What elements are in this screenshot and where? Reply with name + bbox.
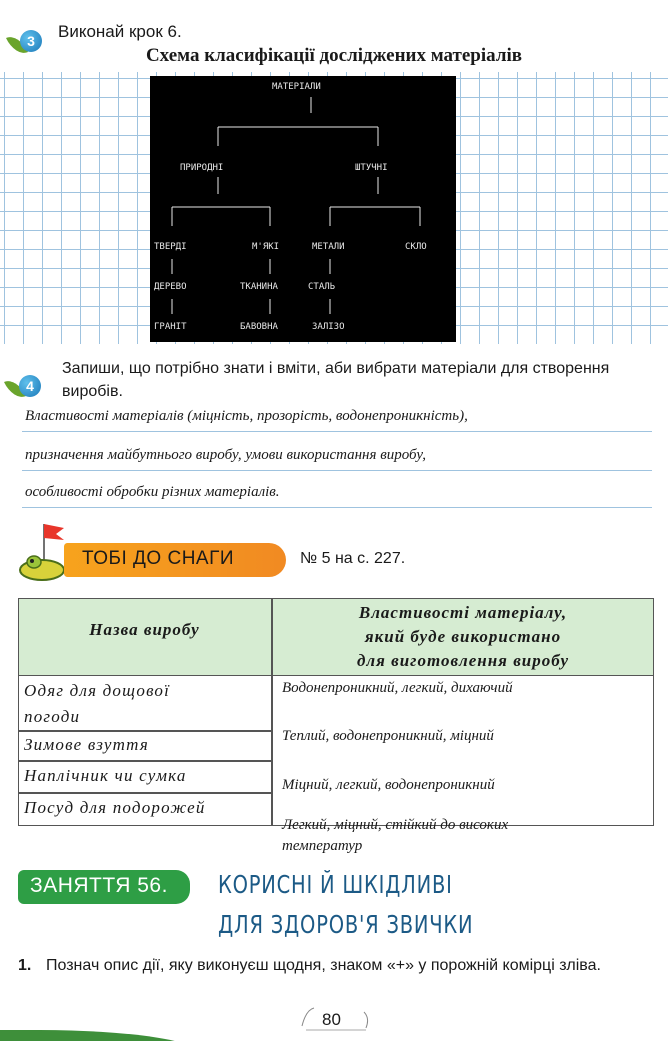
table-cell-properties: температур (282, 838, 363, 854)
node-iron: ЗАЛІЗО (312, 322, 345, 332)
table-header-properties (272, 601, 654, 673)
table-cell-item: Посуд для подорожей (24, 798, 206, 817)
table-cell-properties: Теплий, водонепроникний, міцний (282, 728, 494, 744)
table-cell-properties: Водонепроникний, легкий, дихаючий (282, 680, 513, 696)
node-granite: ГРАНІТ (154, 322, 187, 332)
table-cell-item: Одяг для дощової (24, 681, 171, 700)
table-cell-properties: Легкий, міцний, стійкий до високих (282, 817, 509, 833)
header-line: Властивості матеріалу, (358, 603, 568, 622)
table-cell-item: погоди (24, 707, 81, 726)
task-number-badge: 3 (20, 30, 42, 52)
node-natural: ПРИРОДНІ (180, 163, 224, 173)
table-cell-properties: Міцний, легкий, водонепроникний (282, 777, 495, 793)
node-soft: М'ЯКІ (252, 242, 280, 252)
table-row-divider (18, 792, 271, 794)
classification-scheme (150, 76, 456, 342)
task-1-number: 1. (18, 957, 32, 974)
scheme-title: Схема класифікації досліджених матеріалів (145, 45, 523, 66)
lesson-number: ЗАНЯТТЯ 56. (30, 874, 168, 897)
table-row-divider (18, 760, 271, 762)
node-fabric: ТКАНИНА (240, 282, 278, 292)
table-cell-item: Зимове взуття (24, 735, 149, 754)
decorative-leaf (0, 1030, 200, 1041)
header-line: який буде використано (364, 627, 562, 646)
node-solid: ТВЕРДІ (154, 242, 187, 252)
table-header-name: Назва виробу (89, 620, 200, 639)
scheme-connectors (150, 76, 456, 342)
task-1-instruction: Познач опис дії, яку виконуєш щодня, знаком «+» у порожній комірці зліва. (46, 957, 601, 974)
node-wood: ДЕРЕВО (154, 282, 187, 292)
answer-line: Властивості матеріалів (міцність, прозорість, водонепроникність), (22, 404, 652, 432)
task-4-instruction: Запиши, що потрібно знати і вміти, аби вибрати матеріали для створення виробів. (62, 360, 610, 400)
lesson-title-line-2: ДЛЯ ЗДОРОВ'Я ЗВИЧКИ (218, 910, 474, 939)
lesson-title-line-1: КОРИСНІ Й ШКІДЛИВІ (218, 870, 453, 899)
node-glass: СКЛО (405, 242, 427, 252)
table-cell-item: Наплічник чи сумка (24, 766, 187, 785)
header-line: для виготовлення виробу (356, 651, 570, 670)
snag-reference: № 5 на с. 227. (300, 550, 406, 567)
node-materials: МАТЕРІАЛИ (272, 82, 321, 92)
snag-banner-label: ТОБІ ДО СНАГИ (82, 548, 235, 569)
task-number-badge: 4 (19, 375, 41, 397)
answer-line: особливості обробки різних матеріалів. (22, 480, 652, 508)
page-number: 80 (322, 1010, 341, 1029)
answer-line: призначення майбутнього виробу, умови використання виробу, (22, 443, 652, 471)
task-3-instruction: Виконай крок 6. (58, 22, 182, 41)
node-artificial: ШТУЧНІ (355, 163, 388, 173)
node-cotton: БАВОВНА (240, 322, 278, 332)
bug-mascot-icon (12, 520, 72, 586)
node-steel: СТАЛЬ (308, 282, 336, 292)
node-metals: МЕТАЛИ (312, 242, 345, 252)
